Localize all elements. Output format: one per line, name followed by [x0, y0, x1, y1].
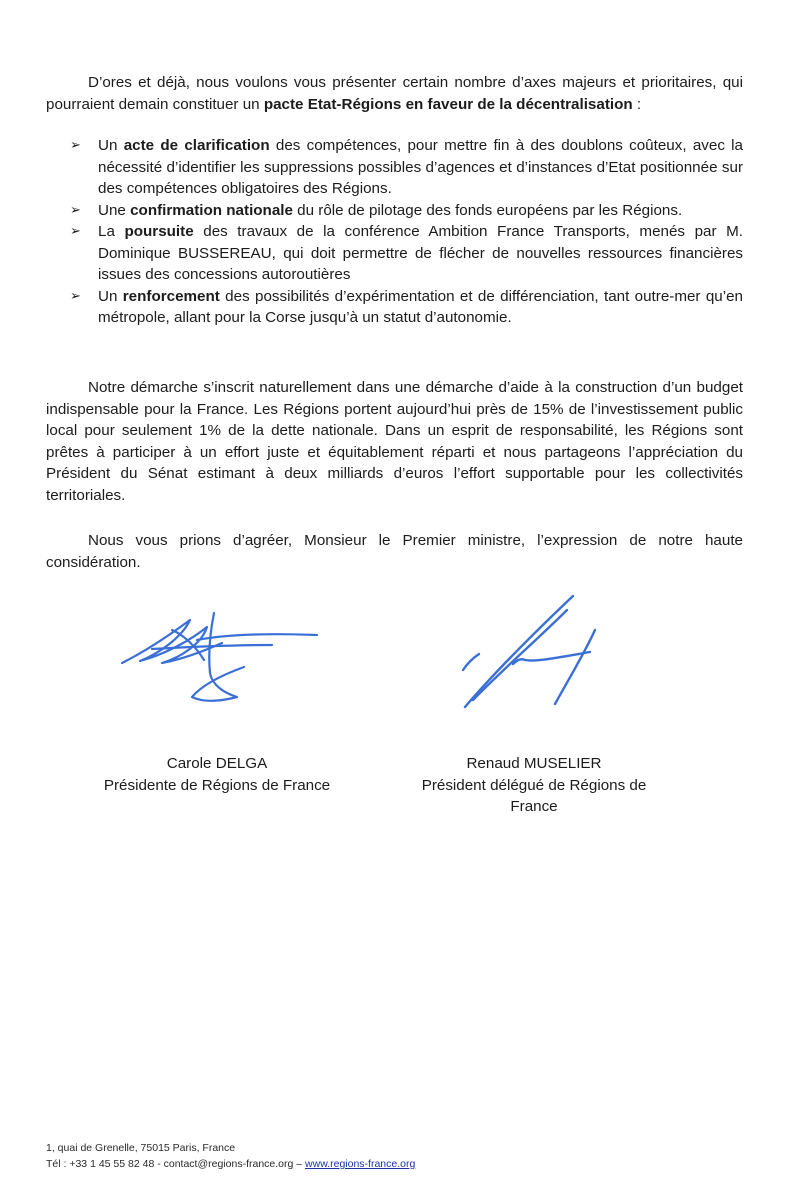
list-item [70, 135, 743, 200]
signature-delga [112, 605, 327, 710]
closing-paragraph [46, 530, 743, 573]
priority-list [70, 135, 743, 329]
footer [46, 1140, 415, 1172]
bullet-text: Une [98, 201, 131, 219]
bullet-bold: confirmation nationale [130, 201, 293, 219]
signatory-name: Carole DELGA [166, 755, 268, 772]
list-item [70, 200, 743, 222]
bullet-text: du rôle de pilotage des fonds européens par les Régions. [292, 201, 683, 219]
footer-address: 1, quai de Grenelle, 75015 Paris, France [46, 1142, 236, 1154]
budget-text: Notre démarche s’inscrit naturellement dans une démarche d’aide à la construction d’un budget indispensable pour la France. Les Régions portent aujourd’hui près de 15% de l’investissement public local pour seulement 1% de la dette nationale. Dans un esprit de responsabilité, les Régions sont prêtes à participer à un effort juste et équitablement réparti et nous partageons l’appréciation du Président du Sénat estimant à deux milliards d’euros l’effort supportable pour les collectivités territoriales. [46, 379, 743, 504]
arrowhead-bullet-icon: ➢ [70, 202, 81, 218]
closing-text: Nous vous prions d’agréer, Monsieur le Premier ministre, l’expression de notre haute considération. [46, 532, 743, 571]
bullet-text: des compétences, pour mettre fin à des doublons coûteux, avec la nécessité d’identifier les suppressions possibles d’agences et d’instances d’Etat positionnée sur des compétences obligatoires des Régions. [98, 137, 744, 197]
footer-contact-text: Tél : +33 1 45 55 82 48 - contact@regions-france.org – [46, 1158, 306, 1170]
intro-paragraph [46, 72, 743, 115]
intro-bold: pacte Etat-Régions en faveur de la décentralisation [263, 95, 633, 113]
bullet-text: Un [98, 137, 124, 154]
list-item [70, 286, 743, 329]
footer-contact [46, 1156, 415, 1172]
signature-muselier [455, 592, 655, 712]
intro-text: D’ores et déjà, nous voulons vous présenter certain nombre d’axes majeurs et prioritaires, qui pourraient demain constituer un [46, 74, 743, 113]
signatory-delga [86, 753, 348, 796]
bullet-bold: poursuite [124, 223, 194, 240]
bullet-text: Un [98, 287, 123, 305]
bullet-bold: acte de clarification [123, 137, 270, 154]
bullet-text: La [98, 223, 125, 240]
signatory-title: Président délégué de Régions de France [421, 776, 647, 815]
arrowhead-bullet-icon: ➢ [70, 224, 81, 239]
intro-end: : [632, 95, 642, 113]
arrowhead-bullet-icon: ➢ [70, 288, 81, 304]
signatory-muselier [400, 753, 668, 818]
budget-paragraph [46, 377, 743, 506]
bullet-text: des possibilités d’expérimentation et de différenciation, tant outre-mer qu’en métropole, allant pour la Corse jusqu’à un statut d’autonomie. [98, 287, 743, 326]
signatory-title: Présidente de Régions de France [103, 776, 331, 794]
website-link[interactable]: www.regions-france.org [305, 1158, 416, 1170]
signatory-name: Renaud MUSELIER [466, 755, 602, 772]
arrowhead-bullet-icon: ➢ [70, 138, 81, 153]
bullet-bold: renforcement [122, 287, 220, 305]
bullet-text: des travaux de la conférence Ambition France Transports, menés par M. Dominique BUSSEREAU, qui doit permettre de flécher de nouvelles ressources financières issues des concessions autoroutières [98, 223, 743, 283]
list-item [70, 221, 743, 286]
